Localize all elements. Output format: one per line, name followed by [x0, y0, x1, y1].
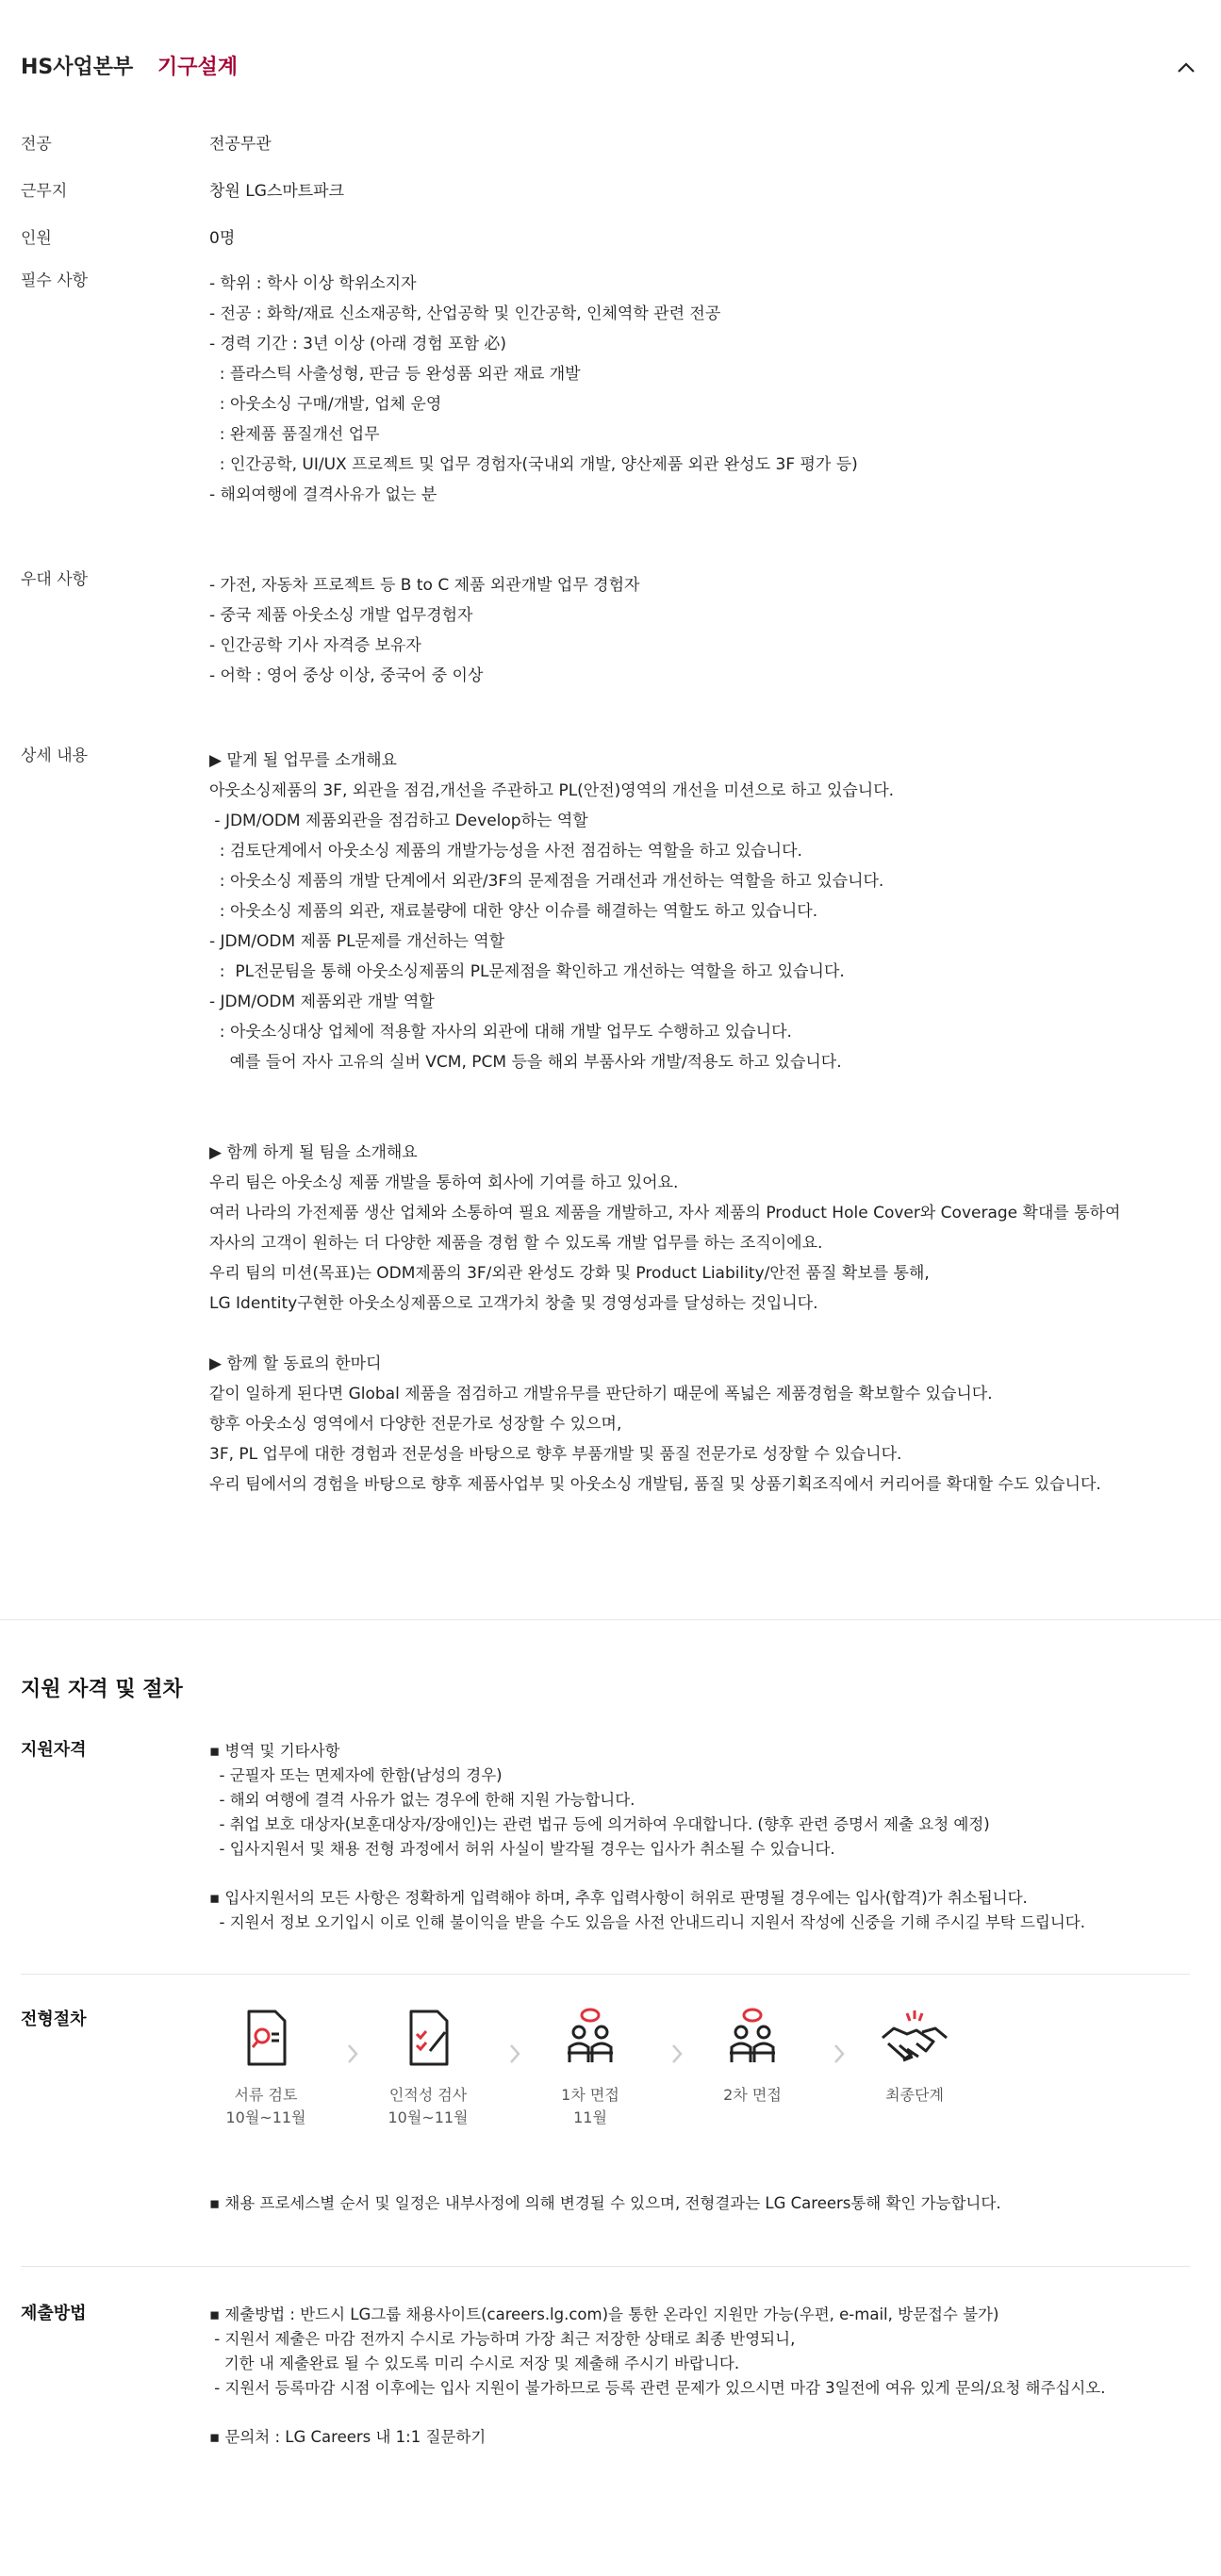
submission-line: [209, 2401, 1106, 2425]
details-line: - JDM/ODM 제품외관 개발 역할: [209, 993, 435, 1011]
apply-section-title: 지원 자격 및 절차: [21, 1678, 183, 1701]
submission-line: - 지원서 등록마감 시점 이후에는 입사 지원이 불가하므로 등록 관련 문제가 있으시면 마감 3일전에 여유 있게 문의/요청 해주십시오.: [209, 2379, 1106, 2397]
process-step: [534, 2006, 647, 2130]
job-header: [21, 49, 1199, 87]
chevron-right-icon: [505, 2042, 524, 2066]
interview-icon: [560, 2006, 620, 2072]
step-date: 10월~11월: [388, 2108, 469, 2126]
qualification-line: [209, 1862, 1085, 1886]
qualification-line: - 해외 여행에 결격 사유가 없는 경우에 한해 지원 가능합니다.: [209, 1791, 635, 1809]
location-value: 창원 LG스마트파크: [209, 182, 345, 201]
required-line: - 경력 기간 : 3년 이상 (아래 경험 포함 必): [209, 335, 507, 353]
preferred-line: - 어학 : 영어 중상 이상, 중국어 중 이상: [209, 666, 484, 685]
details-line: 여러 나라의 가전제품 생산 업체와 소통하여 필요 제품을 개발하고, 자사 제품의 Product Hole Cover와 Coverage 확대를 통하여: [209, 1204, 1121, 1222]
details-line: ▶ 맡게 될 업무를 소개해요: [209, 751, 397, 770]
details-line: : 아웃소싱대상 업체에 적용할 자사의 외관에 대해 개발 업무도 수행하고 있습니다.: [209, 1023, 792, 1042]
details-line: ▶ 함께 하게 될 팀을 소개해요: [209, 1143, 418, 1162]
details-line: LG Identity구현한 아웃소싱제품으로 고객가치 창출 및 경영성과를 달성하는 것입니다.: [209, 1294, 818, 1313]
details-label: 상세 내용: [21, 747, 89, 765]
chevron-right-icon: [668, 2042, 686, 2066]
qualification-line: - 취업 보호 대상자(보훈대상자/장애인)는 관련 법규 등에 의거하여 우대합니다. (향후 관련 증명서 제출 요청 예정): [209, 1815, 990, 1833]
subsection-divider: [21, 2266, 1190, 2267]
submission-label: 제출방법: [21, 2304, 87, 2323]
details-line: - JDM/ODM 제품 PL문제를 개선하는 역할: [209, 932, 505, 951]
handshake-icon: [879, 2006, 950, 2072]
required-label: 필수 사항: [21, 271, 89, 290]
chevron-up-icon[interactable]: [1173, 55, 1199, 81]
required-line: : 플라스틱 사출성형, 판금 등 완성품 외관 재료 개발: [209, 365, 581, 384]
details-line: [209, 1319, 1120, 1349]
details-line: 3F, PL 업무에 대한 경험과 전문성을 바탕으로 향후 부품개발 및 품질 전문가로 성장할 수 있습니다.: [209, 1445, 902, 1464]
team-title: 기구설계: [157, 56, 239, 79]
step-date: 11월: [573, 2108, 607, 2126]
qualification-label: 지원자격: [21, 1740, 87, 1760]
submission-line: ▪ 제출방법 : 반드시 LG그룹 채용사이트(careers.lg.com)을 통한 온라인 지원만 가능(우편, e-mail, 방문접수 불가): [209, 2305, 999, 2323]
process-step: [209, 2006, 322, 2130]
details-line: : PL전문팀을 통해 아웃소싱제품의 PL문제점을 확인하고 개선하는 역할을 하고 있습니다.: [209, 962, 845, 981]
major-value: 전공무관: [209, 135, 272, 154]
submission-line: - 지원서 제출은 마감 전까지 수시로 가능하며 가장 최근 저장한 상태로 최종 반영되니,: [209, 2330, 796, 2348]
details-line: 우리 팀의 미션(목표)는 ODM제품의 3F/외관 완성도 강화 및 Product Liability/안전 품질 확보를 통해,: [209, 1264, 930, 1283]
required-line: : 완제품 품질개선 업무: [209, 425, 380, 444]
details-lines: [209, 746, 1120, 1500]
process-step: [696, 2006, 809, 2130]
submission-line: 기한 내 제출완료 될 수 있도록 미리 수시로 저장 및 제출해 주시기 바랍니다.: [209, 2354, 740, 2372]
details-line: : 검토단계에서 아웃소싱 제품의 개발가능성을 사전 점검하는 역할을 하고 있습니다.: [209, 842, 802, 861]
step-name: 인적성 검사: [388, 2086, 468, 2104]
details-line: 아웃소싱제품의 3F, 외관을 점검,개선을 주관하고 PL(안전)영역의 개선을 미션으로 하고 있습니다.: [209, 781, 895, 800]
required-line: - 전공 : 화학/재료 신소재공학, 산업공학 및 인간공학, 인체역학 관련 전공: [209, 304, 721, 323]
required-line: - 해외여행에 결격사유가 없는 분: [209, 485, 437, 504]
preferred-line: - 가전, 자동차 프로젝트 등 B to C 제품 외관개발 업무 경험자: [209, 576, 640, 595]
chevron-right-icon: [343, 2042, 362, 2066]
qualification-line: - 입사지원서 및 채용 전형 과정에서 허위 사실이 발각될 경우는 입사가 취소될 수 있습니다.: [209, 1840, 835, 1858]
step-date: [858, 2106, 971, 2130]
section-divider: [0, 1619, 1221, 1620]
details-line: : 아웃소싱 제품의 외관, 재료불량에 대한 양산 이슈를 해결하는 역할도 하고 있습니다.: [209, 902, 818, 921]
major-label: 전공: [21, 135, 52, 154]
process-steps: [209, 2006, 992, 2147]
submission-lines: [209, 2303, 1106, 2450]
details-line: - JDM/ODM 제품외관을 점검하고 Develop하는 역할: [209, 812, 588, 830]
interview-icon: [722, 2006, 783, 2072]
details-line: [209, 1077, 1120, 1108]
process-note: [209, 2191, 1001, 2216]
qualification-line: ▪ 입사지원서의 모든 사항은 정확하게 입력해야 하며, 추후 입력사항이 허위로 판명될 경우에는 입사(합격)가 취소됩니다.: [209, 1889, 1028, 1907]
step-date: 10월~11월: [225, 2108, 306, 2126]
process-label: 전형절차: [21, 2010, 87, 2029]
qualification-line: - 지원서 정보 오기입시 이로 인해 불이익을 받을 수도 있음을 사전 안내드리니 지원서 작성에 신중을 기해 주시길 부탁 드립니다.: [209, 1913, 1085, 1931]
details-line: 향후 아웃소싱 영역에서 다양한 전문가로 성장할 수 있으며,: [209, 1415, 622, 1434]
chevron-right-icon: [830, 2042, 849, 2066]
step-name: 최종단계: [885, 2086, 944, 2104]
step-date: [696, 2106, 809, 2130]
qualification-line: ▪ 병역 및 기타사항: [209, 1742, 340, 1760]
required-line: : 인간공학, UI/UX 프로젝트 및 업무 경험자(국내외 개발, 양산제품 외관 완성도 3F 평가 등): [209, 455, 858, 474]
details-line: 우리 팀은 아웃소싱 제품 개발을 통하여 회사에 기여를 하고 있어요.: [209, 1173, 679, 1192]
qualification-lines: [209, 1739, 1085, 1935]
process-note-text: ▪ 채용 프로세스별 순서 및 일정은 내부사정에 의해 변경될 수 있으며, 전형결과는 LG Careers통해 확인 가능합니다.: [209, 2194, 1001, 2212]
details-line: : 아웃소싱 제품의 개발 단계에서 외관/3F의 문제점을 거래선과 개선하는 역할을 하고 있습니다.: [209, 872, 884, 891]
location-label: 근무지: [21, 182, 68, 201]
details-line: [209, 1108, 1120, 1138]
headcount-label: 인원: [21, 229, 52, 248]
step-name: 1차 면접: [561, 2086, 619, 2104]
qualification-line: - 군필자 또는 면제자에 한함(남성의 경우): [209, 1766, 503, 1784]
subsection-divider: [21, 1974, 1190, 1975]
step-name: 2차 면접: [723, 2086, 782, 2104]
headcount-value: 0명: [209, 229, 236, 248]
required-line: : 아웃소싱 구매/개발, 업체 운영: [209, 395, 442, 414]
required-lines: [209, 269, 858, 510]
aptitude-test-icon: [398, 2006, 458, 2072]
preferred-label: 우대 사항: [21, 570, 89, 589]
details-line: 같이 일하게 된다면 Global 제품을 점검하고 개발유무를 판단하기 때문에 폭넓은 제품경험을 확보할수 있습니다.: [209, 1385, 993, 1403]
preferred-lines: [209, 570, 639, 691]
details-line: ▶ 함께 할 동료의 한마디: [209, 1354, 382, 1373]
document-review-icon: [236, 2006, 296, 2072]
required-line: - 학위 : 학사 이상 학위소지자: [209, 274, 417, 293]
submission-line: ▪ 문의처 : LG Careers 내 1:1 질문하기: [209, 2428, 487, 2446]
department-title: HS사업본부: [21, 56, 134, 79]
details-line: 예를 들어 자사 고유의 실버 VCM, PCM 등을 해외 부품사와 개발/적용도 하고 있습니다.: [209, 1053, 842, 1072]
process-step: [858, 2006, 971, 2130]
details-line: 자사의 고객이 원하는 더 다양한 제품을 경험 할 수 있도록 개발 업무를 하는 조직이에요.: [209, 1234, 823, 1253]
step-name: 서류 검토: [234, 2086, 298, 2104]
process-step: [371, 2006, 485, 2130]
preferred-line: - 중국 제품 아웃소싱 개발 업무경험자: [209, 606, 473, 625]
details-line: 우리 팀에서의 경험을 바탕으로 향후 제품사업부 및 아웃소싱 개발팀, 품질 및 상품기획조직에서 커리어를 확대할 수도 있습니다.: [209, 1475, 1101, 1494]
preferred-line: - 인간공학 기사 자격증 보유자: [209, 636, 421, 655]
